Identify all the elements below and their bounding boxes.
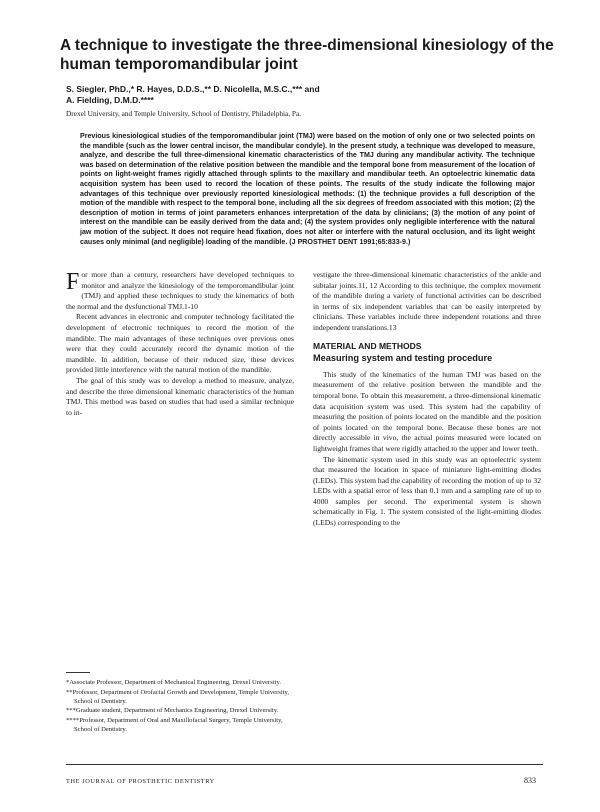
journal-name: THE JOURNAL OF PROSTHETIC DENTISTRY [66, 778, 215, 785]
affiliation: Drexel University, and Temple University, School of Dentistry, Philadelphia, Pa. [66, 109, 302, 118]
body-column-right [313, 270, 541, 529]
page-number: 833 [524, 776, 536, 785]
paragraph: This study of the kinematics of the human TMJ was based on the measurement of the relative position between the mandible and the temporal bone. To obtain this measurement, a three-dimensional kinematic data acquisition system was used. This system had the capability of measuring the position of points located on the mandible and the position of points located on the temporal bone. Because these bones are not directly accessible in vivo, the actual points measured were located on lightweight frames that were rigidly attached to the upper and lower teeth. [313, 369, 541, 453]
paragraph: Recent advances in electronic and computer technology facilitated the development of electronic techniques to record the motion of the mandible. The main advantages of these techniques over previous ones were that they could accurately record the dynamic motion of the mandible. In addition, because of their reduced size, these devices provided little interference with the natural motion of the mandible. [66, 312, 294, 375]
paragraph: The goal of this study was to develop a method to measure, analyze, and describe the three dimensional kinematic characteristics of the human TMJ. This method was based on studies that had used a similar technique to in- [66, 375, 294, 417]
author-line: S. Siegler, PhD.,* R. Hayes, D.D.S.,** D. Nicolella, M.S.C.,*** and [66, 84, 320, 94]
footnote: **Professor, Department of Orofacial Growth and Development, Temple University, School of Dentistry. [66, 688, 290, 705]
footer-divider [66, 764, 543, 765]
footnote: ***Graduate student, Department of Mechanics Engineering, Drexel University. [66, 707, 279, 715]
paragraph [66, 270, 294, 312]
paragraph: vestigate the three-dimensional kinematic characteristics of the ankle and subtalar joints.11, 12 According to this technique, the complex movement of the mandible during a variety of functional activities can be described in terms of six independent variables that can be easily interpreted by clinicians. These variables include three independent rotations and three independent translations.13 [313, 270, 541, 332]
footnotes [66, 672, 294, 736]
body-column-left [66, 270, 294, 418]
drop-cap: F [66, 269, 80, 295]
section-heading: MATERIAL AND METHODS [313, 340, 422, 351]
footnote: *Associate Professor, Department of Mechanical Engineering, Drexel University. [66, 679, 282, 686]
footnote: ****Professor, Department of Oral and Maxillofacial Surgery, Temple University, School of Dentistry. [66, 717, 283, 733]
subsection-heading: Measuring system and testing procedure [313, 353, 493, 364]
author-line: A. Fielding, D.M.D.**** [66, 95, 154, 105]
footnote-divider [66, 672, 90, 673]
abstract: Previous kinesiological studies of the temporomandibular joint (TMJ) were based on the motion of only one or two selected points on the mandible (such as the lower central incisor, the mandibular condyle). In the present study, a technique was developed to measure, analyze, and describe the full three-dimensional kinematic characteristics of the TMJ during any mandibular activity. The technique was based on determination of the relative position between the mandible and the temporal bone from measurement of the location of points on light-weight frames rigidly attached through splints to the maxillary and mandibular teeth. An optoelectric kinematic data acquisition system has been used to record the location of these points. The results of the study indicate the following major advantages of this technique over previously reported kinesiological methods: (1) the technique provides a full description of the motion of the mandible with respect to the temporal bone, including all the six degrees of freedom associated with this motion; (2) the description of motion in terms of joint parameters enhances interpretation of the data by clinicians; (3) the motion of any point of interest on the mandible can be easily derived from the data and; (4) the system provides only negligible interference with the natural jaw motion of the subject. It does not require head fixation, does not alter or interfere with the natural occlusion, and its light weight causes only minimal (and negligible) loading of the mandible. (J PROSTHET DENT 1991;65:833-9.) [80, 132, 535, 246]
paragraph: The kinematic system used in this study was an optoelectric system that measured the location in space of miniature light-emitting diodes (LEDs). This system had the capability of recording the motion of up to 32 LEDs with a spatial error of less than 0.1 mm and a sampling rate of up to 4000 samples per second. The experimental system is shown schematically in Fig. 1. The system consisted of the light-emitting diodes (LEDs) corresponding to the [313, 454, 541, 528]
paragraph-text: or more than a century, researchers have developed techniques to monitor and analyze the kinesiology of the temporomandibular joint (TMJ) and applied these techniques to study the kinematics of both the normal and the dysfunctional TMJ.1-10 [66, 270, 294, 311]
author-list [66, 84, 546, 106]
article-title: A technique to investigate the three-dimensional kinesiology of the human temporomandibular joint [60, 37, 554, 73]
